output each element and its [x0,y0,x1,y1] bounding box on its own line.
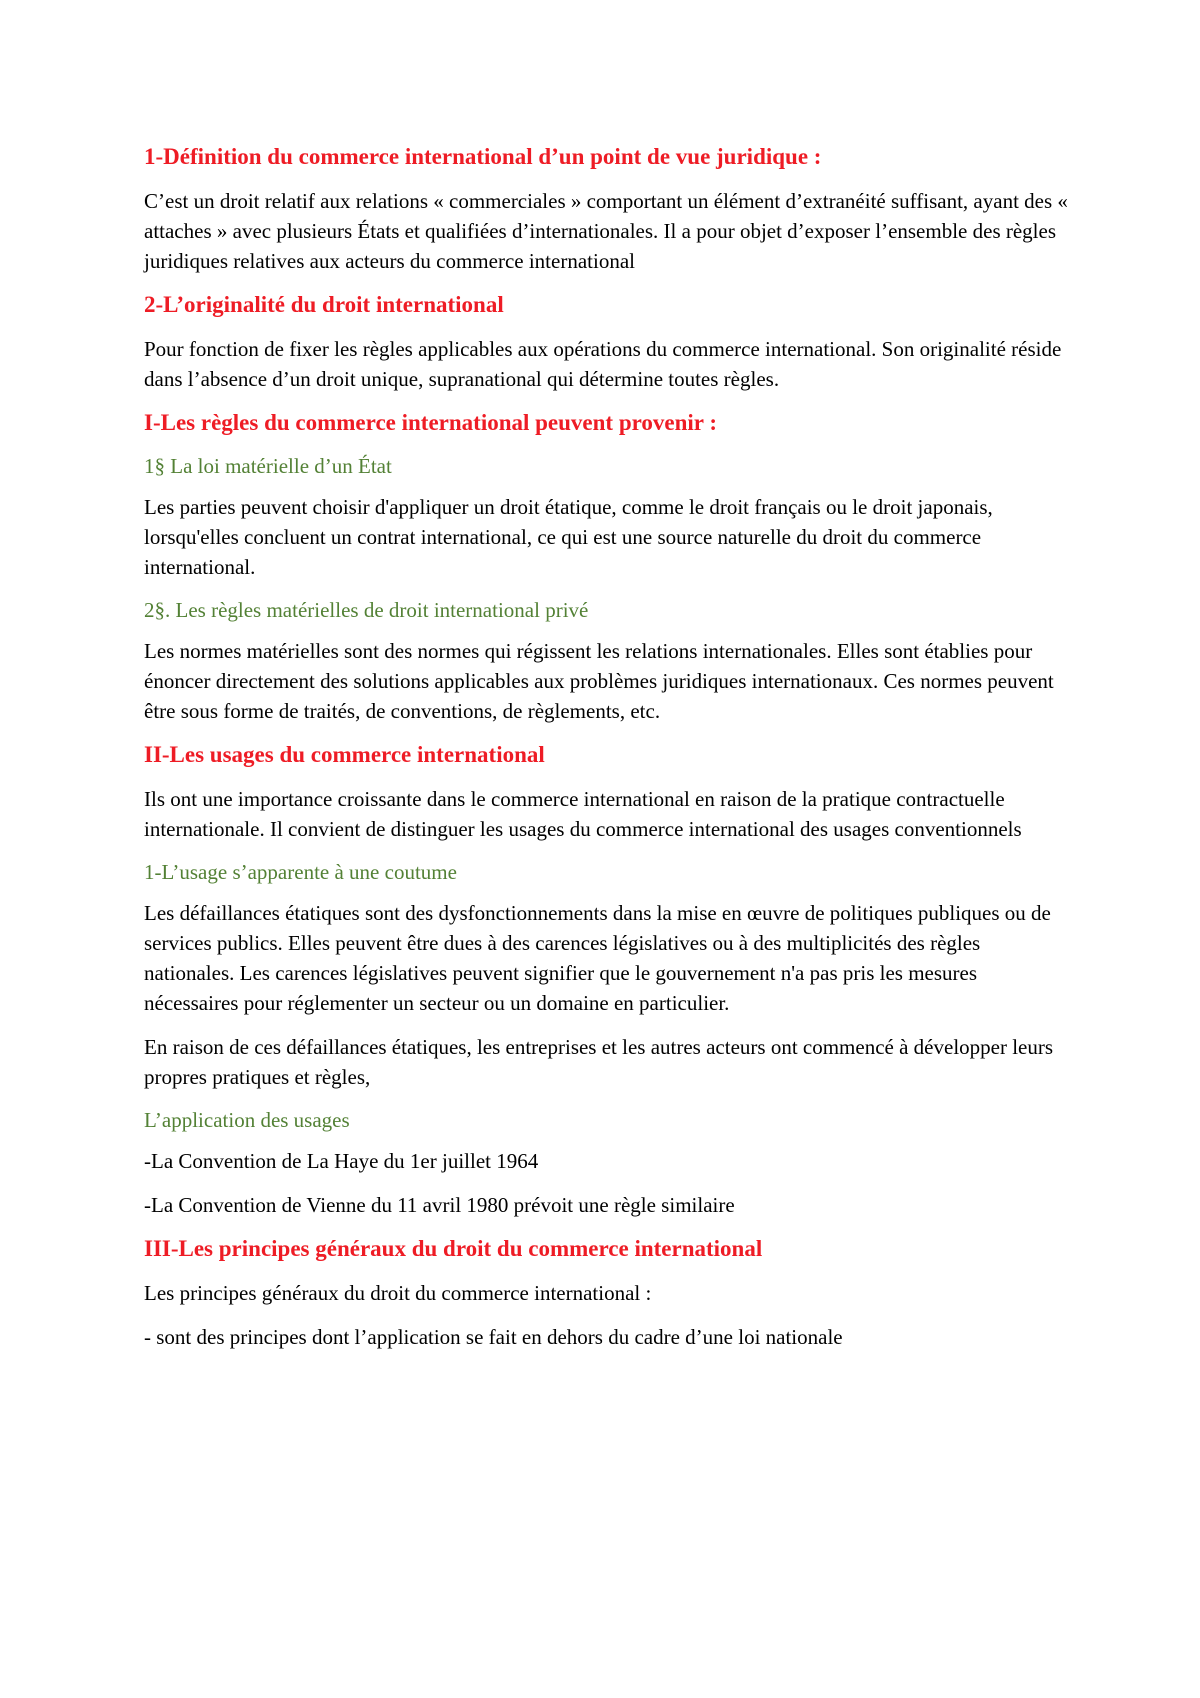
subheading-coutume: 1-L’usage s’apparente à une coutume [144,860,457,884]
paragraph-regles-materielles: Les normes matérielles sont des normes qui régissent les relations internationales. Elles sont établies pour énoncer directement des solutions applicables aux problèmes juridiques internationaux. Ces normes peuvent être sous forme de traités, de conventions, de règlements, etc. [144,639,1054,723]
subheading-application-usages: L’application des usages [144,1108,350,1132]
list-item-principes: - sont des principes dont l’application se fait en dehors du cadre d’une loi nationale [144,1325,843,1349]
heading-usages: II-Les usages du commerce international [144,742,545,767]
paragraph-originalite: Pour fonction de fixer les règles applicables aux opérations du commerce international. Son originalité réside dans l’absence d’un droit unique, supranational qui détermine toutes règles. [144,337,1062,391]
document-page [144,142,1074,1366]
paragraph-principes-intro: Les principes généraux du droit du commerce international : [144,1281,652,1305]
paragraph-defaillances: Les défaillances étatiques sont des dysfonctionnements dans la mise en œuvre de politiques publiques ou de services publics. Elles peuvent être dues à des carences législatives ou à des multiplicités des règles nationales. Les carences législatives peuvent signifier que le gouvernement n'a pas pris les mesures nécessaires pour réglementer un secteur ou un domaine en particulier. [144,901,1051,1015]
paragraph-loi-materielle: Les parties peuvent choisir d'appliquer un droit étatique, comme le droit français ou le droit japonais, lorsqu'elles concluent un contrat international, ce qui est une source naturelle du droit du commerce international. [144,495,993,579]
subheading-regles-materielles: 2§. Les règles matérielles de droit international privé [144,598,589,622]
heading-regles: I-Les règles du commerce international peuvent provenir : [144,410,718,435]
heading-principes: III-Les principes généraux du droit du commerce international [144,1236,763,1261]
list-item-convention-vienne: -La Convention de Vienne du 11 avril 1980 prévoit une règle similaire [144,1193,735,1217]
heading-originalite: 2-L’originalité du droit international [144,292,504,317]
paragraph-entreprises: En raison de ces défaillances étatiques, les entreprises et les autres acteurs ont commencé à développer leurs propres pratiques et règles, [144,1035,1054,1089]
subheading-loi-materielle: 1§ La loi matérielle d’un État [144,454,392,478]
paragraph-definition: C’est un droit relatif aux relations « commerciales » comportant un élément d’extranéité suffisant, ayant des « attaches » avec plusieurs États et qualifiées d’internationales. Il a pour objet d’exposer l’ensemble des règles juridiques relatives aux acteurs du commerce international [144,189,1068,273]
list-item-convention-la-haye: -La Convention de La Haye du 1er juillet 1964 [144,1149,539,1173]
heading-definition: 1-Définition du commerce international d’un point de vue juridique : [144,144,822,169]
paragraph-usages: Ils ont une importance croissante dans le commerce international en raison de la pratique contractuelle internationale. Il convient de distinguer les usages du commerce international des usages conventionnels [144,787,1022,841]
